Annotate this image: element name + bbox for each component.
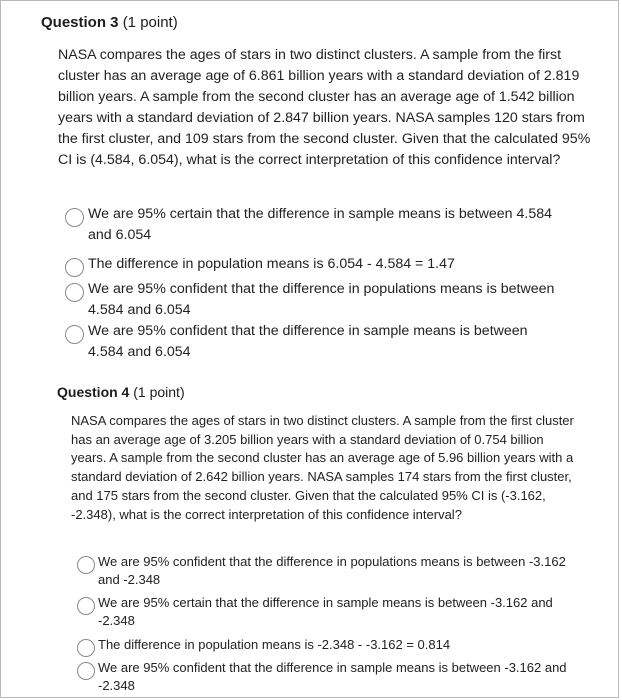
question-4-option-3[interactable] bbox=[77, 636, 568, 657]
question-4-title bbox=[57, 384, 185, 400]
question-3-text: NASA compares the ages of stars in two distinct clusters. A sample from the first cluster has an average age of 6.861 billion years with a standard deviation of 2.819 billion years. A sample from the second cluster has an average age of 1.542 billion years with a standard deviation of 2.847 billion years. NASA samples 120 stars from the first cluster, and 109 stars from the second cluster. Given that the calculated 95% CI is (4.584, 6.054), what is the correct interpretation of this confidence interval? bbox=[58, 47, 591, 168]
question-3-title bbox=[41, 14, 178, 31]
question-3-option-2[interactable] bbox=[65, 254, 563, 277]
option-label[interactable]: We are 95% certain that the difference in sample means is between 4.584 and 6.054 bbox=[88, 206, 552, 243]
question-3-option-1[interactable] bbox=[65, 204, 563, 246]
option-label[interactable]: We are 95% certain that the difference in sample means is between -3.162 and -2.348 bbox=[98, 595, 553, 628]
option-label[interactable]: The difference in population means is -2.348 - -3.162 = 0.814 bbox=[98, 637, 451, 652]
option-label[interactable]: The difference in population means is 6.054 - 4.584 = 1.47 bbox=[88, 256, 455, 272]
option-label[interactable]: We are 95% confident that the difference in populations means is between 4.584 and 6.054 bbox=[88, 281, 555, 318]
radio-button[interactable] bbox=[65, 325, 84, 344]
question-4-option-1[interactable] bbox=[77, 553, 568, 589]
radio-button[interactable] bbox=[77, 639, 95, 657]
radio-button[interactable] bbox=[65, 283, 84, 302]
option-label[interactable]: We are 95% confident that the difference in sample means is between 4.584 and 6.054 bbox=[88, 323, 528, 360]
option-label[interactable]: We are 95% confident that the difference in populations means is between -3.162 and -2.348 bbox=[98, 554, 566, 587]
radio-button[interactable] bbox=[77, 597, 95, 615]
question-points: (1 point) bbox=[133, 384, 185, 400]
radio-button[interactable] bbox=[77, 556, 95, 574]
question-4-text: NASA compares the ages of stars in two distinct clusters. A sample from the first cluster has an average age of 3.205 billion years with a standard deviation of 0.754 billion years. A sample from the second cluster has an average age of 5.96 billion years with a standard deviation of 2.642 billion years. NASA samples 174 stars from the first cluster, and 175 stars from the second cluster. Given that the calculated 95% CI is (-3.162, -2.348), what is the correct interpretation of this confidence interval? bbox=[71, 413, 574, 522]
question-number: Question 4 bbox=[57, 384, 130, 400]
option-label[interactable]: We are 95% confident that the difference in sample means is between -3.162 and -2.348 bbox=[98, 660, 567, 693]
question-4-option-4[interactable] bbox=[77, 659, 568, 695]
question-number: Question 3 bbox=[41, 14, 119, 31]
radio-button[interactable] bbox=[77, 662, 95, 680]
question-3-option-4[interactable] bbox=[65, 321, 563, 363]
question-points: (1 point) bbox=[122, 14, 178, 31]
radio-button[interactable] bbox=[65, 208, 84, 227]
question-4-option-2[interactable] bbox=[77, 594, 568, 630]
radio-button[interactable] bbox=[65, 258, 84, 277]
question-3-option-3[interactable] bbox=[65, 279, 563, 321]
